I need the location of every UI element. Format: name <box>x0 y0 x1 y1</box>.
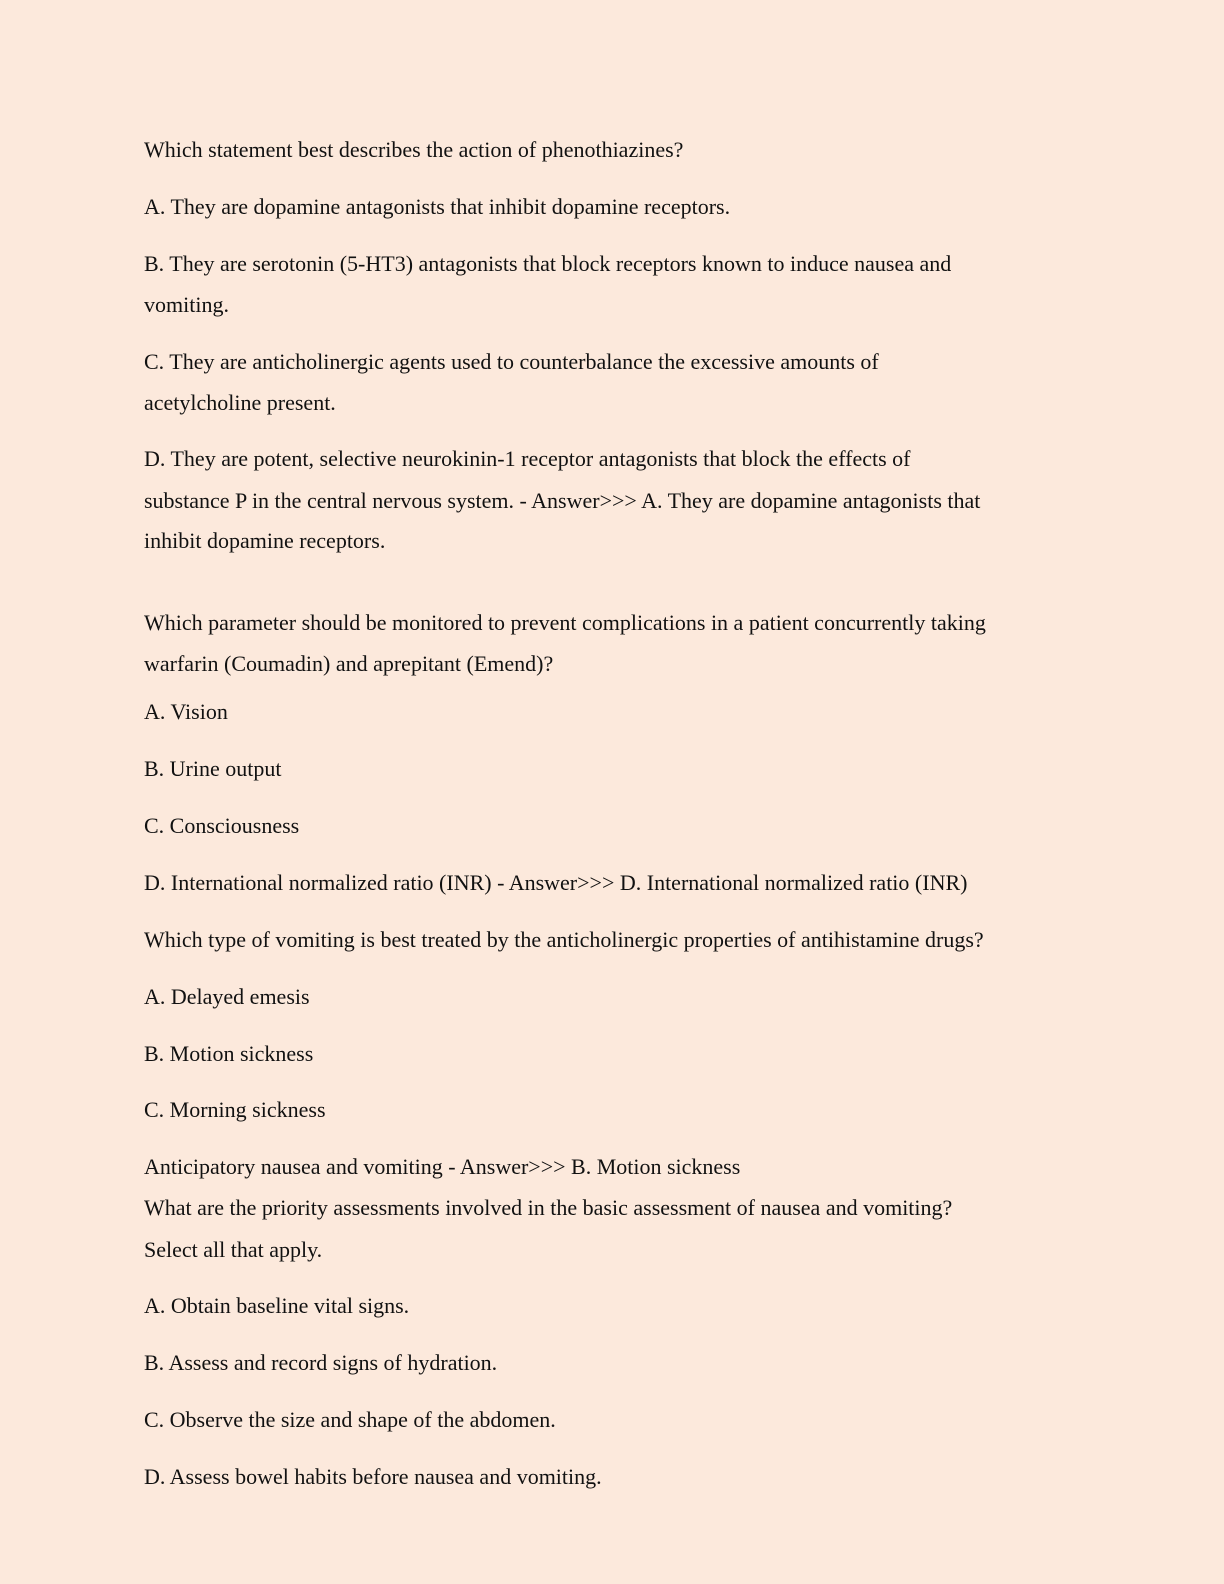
question-1-option-d-line-2: substance P in the central nervous system. - Answer>>> A. They are dopamine antagonists that <box>144 488 981 513</box>
question-1-option-c-line-2: acetylcholine present. <box>144 390 336 415</box>
question-1-option-d-line-1: D. They are potent, selective neurokinin-1 receptor antagonists that block the effects of <box>144 446 911 471</box>
question-2-stem-line-1: Which parameter should be monitored to prevent complications in a patient concurrently taking <box>144 610 986 635</box>
question-2-stem-line-2: warfarin (Coumadin) and aprepitant (Emend)? <box>144 651 554 676</box>
question-1-stem: Which statement best describes the action of phenothiazines? <box>144 137 684 162</box>
question-1-option-a: A. They are dopamine antagonists that inhibit dopamine receptors. <box>144 194 731 219</box>
question-3-option-c: C. Morning sickness <box>144 1097 326 1122</box>
question-2-option-c: C. Consciousness <box>144 813 300 838</box>
question-3-option-b: B. Motion sickness <box>144 1041 314 1066</box>
question-1-option-b-line-2: vomiting. <box>144 292 229 317</box>
question-4-option-c: C. Observe the size and shape of the abdomen. <box>144 1407 556 1432</box>
question-4-stem-line-2: Select all that apply. <box>144 1237 323 1262</box>
question-2-option-a: A. Vision <box>144 699 228 724</box>
question-1-answer-line: inhibit dopamine receptors. <box>144 528 386 553</box>
question-4-option-b: B. Assess and record signs of hydration. <box>144 1350 498 1375</box>
question-3-stem: Which type of vomiting is best treated by the anticholinergic properties of antihistamine drugs? <box>144 927 984 952</box>
question-2-option-d-answer: D. International normalized ratio (INR) - Answer>>> D. International normalized ratio (INR) <box>144 870 968 895</box>
question-2-option-b: B. Urine output <box>144 756 282 781</box>
question-4-option-a: A. Obtain baseline vital signs. <box>144 1293 410 1318</box>
question-1-option-b-line-1: B. They are serotonin (5-HT3) antagonists that block receptors known to induce nausea and <box>144 251 952 276</box>
question-4-option-d: D. Assess bowel habits before nausea and vomiting. <box>144 1464 602 1489</box>
question-1-option-c-line-1: C. They are anticholinergic agents used to counterbalance the excessive amounts of <box>144 349 879 374</box>
question-3-option-a: A. Delayed emesis <box>144 984 310 1009</box>
question-3-option-d-answer: Anticipatory nausea and vomiting - Answer>>> B. Motion sickness <box>144 1154 741 1179</box>
question-4-stem-line-1: What are the priority assessments involved in the basic assessment of nausea and vomiting? <box>144 1195 953 1220</box>
